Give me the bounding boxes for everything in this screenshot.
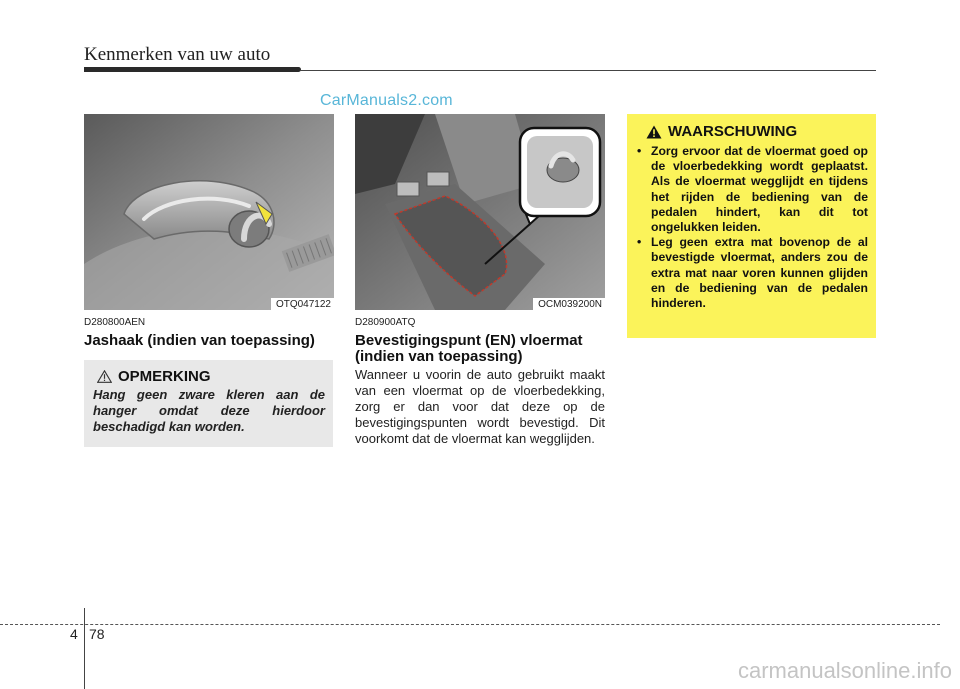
floor-mat-illustration	[355, 114, 605, 310]
warning-list	[635, 144, 868, 311]
notice-header	[97, 368, 325, 385]
warning-triangle-icon	[646, 125, 662, 139]
header-rule-thin	[300, 70, 876, 71]
section-title-left: Jashaak (indien van toepassing)	[84, 332, 315, 349]
header-title: Kenmerken van uw auto	[84, 44, 271, 65]
figure-code: OCM039200N	[533, 298, 605, 310]
warning-title: WAARSCHUWING	[668, 123, 798, 140]
watermark-link[interactable]: CarManuals2.com	[320, 92, 453, 109]
figure-floor-mat	[355, 114, 605, 310]
figure-code: OTQ047122	[271, 298, 334, 310]
coat-hook-illustration	[84, 114, 334, 310]
notice-box	[84, 360, 333, 447]
footer-vertical-rule	[84, 608, 85, 689]
section-code-mid: D280900ATQ	[355, 317, 416, 328]
figure-coat-hook	[84, 114, 334, 310]
warning-item: • Leg geen extra mat bovenop de al bevestigde vloermat, anders zou de extra mat naar voren kunnen glijden en de bediening van de pedalen hinderen.	[635, 235, 868, 311]
footer-dashed-rule	[0, 624, 940, 625]
chapter-number: 4	[70, 626, 78, 642]
notice-text: Hang geen zware kleren aan de hanger omdat deze hierdoor beschadigd kan worden.	[93, 387, 325, 434]
section-body-mid: Wanneer u voorin de auto gebruikt maakt van een vloermat op de vloerbedekking, zorg er dan voor dat deze op de bevestigingspunten wordt bevestigd. Dit voorkomt dat de vloermat kan wegglijden.	[355, 367, 605, 446]
caution-triangle-icon	[97, 370, 112, 383]
warning-box	[627, 114, 876, 338]
section-title-mid-line2: (indien van toepassing)	[355, 348, 523, 365]
page-number: 78	[89, 626, 105, 642]
header-rule-thick	[84, 67, 301, 72]
notice-title: OPMERKING	[118, 368, 211, 385]
warning-header	[646, 123, 868, 140]
section-code-left: D280800AEN	[84, 317, 146, 328]
footer-watermark-link[interactable]: carmanualsonline.info	[737, 658, 952, 683]
warning-item: • Zorg ervoor dat de vloermat goed op de vloerbedekking wordt geplaatst. Als de vloermat wegglijdt en tijdens het rijden de bediening van de pedalen hindert, kan dit tot ongelukken leiden.	[635, 144, 868, 235]
section-title-mid-line1: Bevestigingspunt (EN) vloermat	[355, 332, 583, 349]
